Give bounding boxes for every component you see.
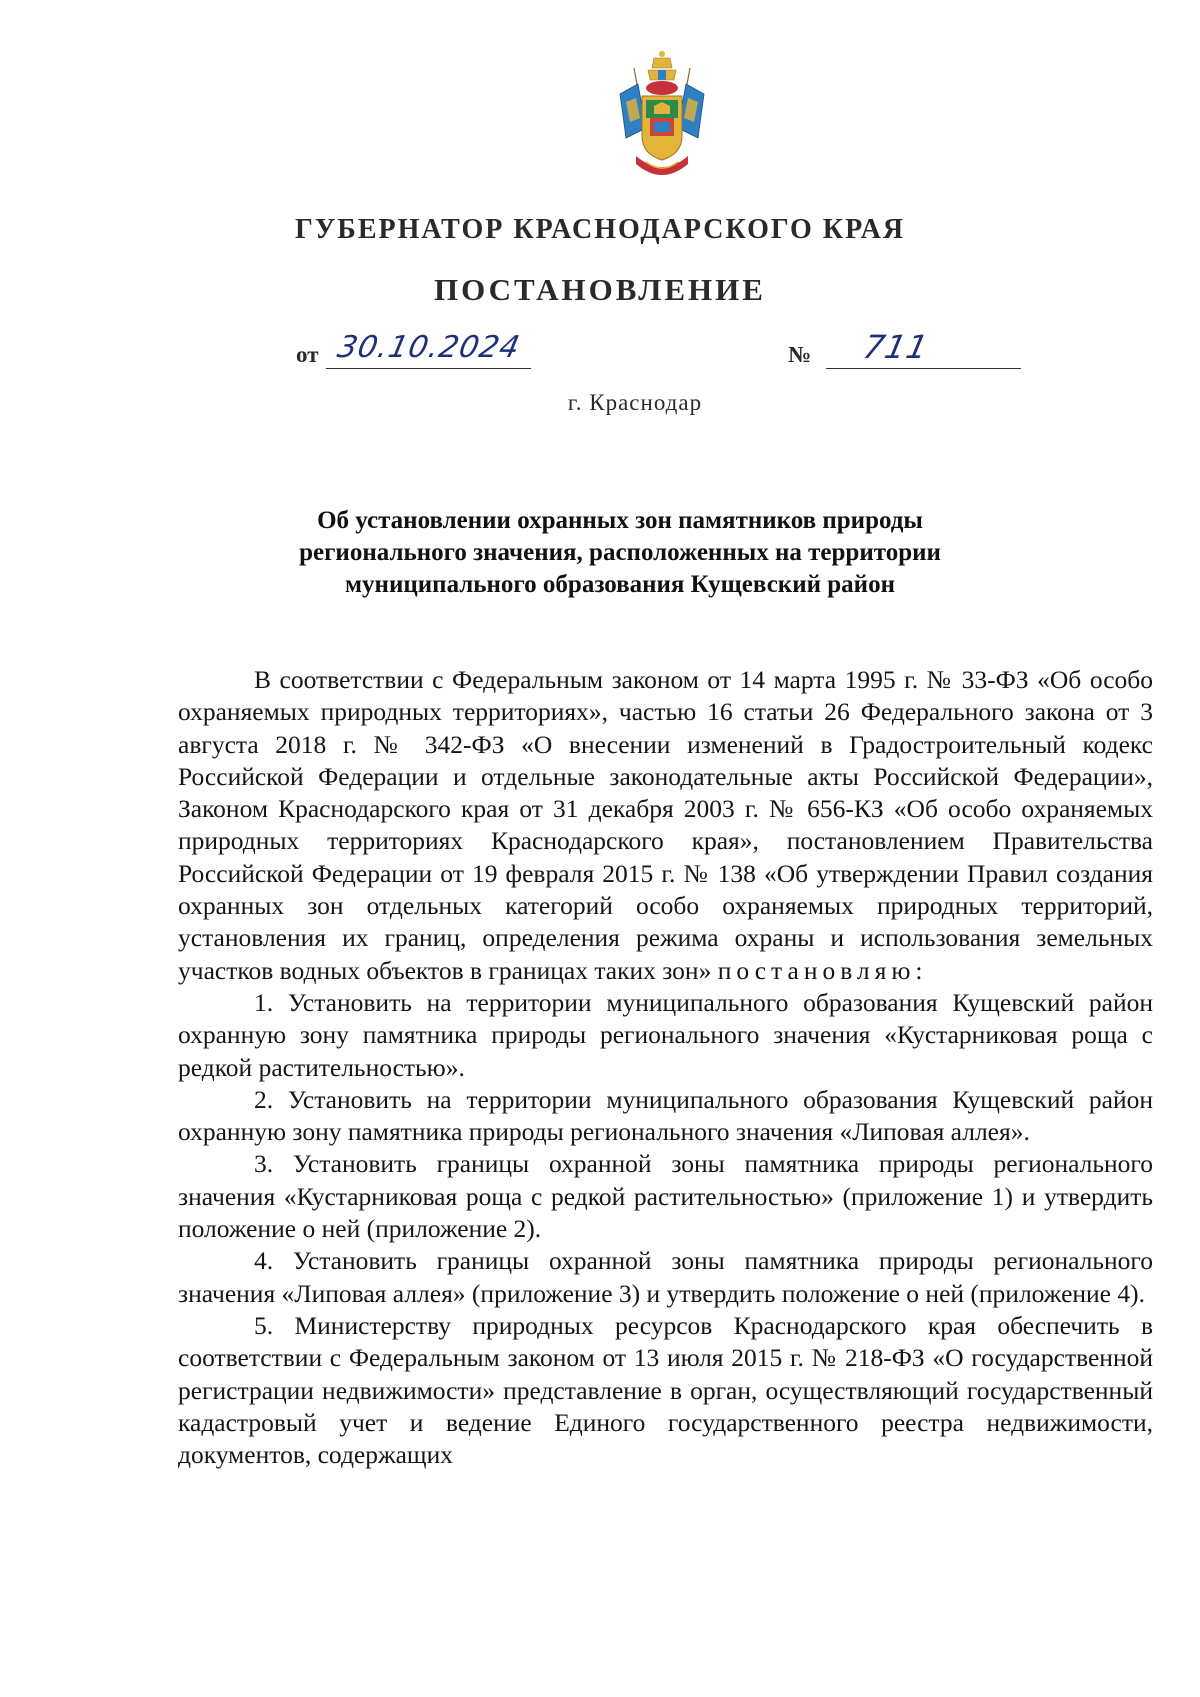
coat-of-arms-icon	[614, 46, 710, 186]
clause-paragraph: 4. Установить границы охранной зоны памятника природы регионального значения «Липовая аллея» (приложение 3) и утвердить положение о ней (приложение 4).	[178, 1246, 1153, 1308]
document-title	[200, 505, 1040, 601]
document-body	[178, 664, 1153, 1471]
crown-icon	[648, 51, 676, 80]
title-line: регионального значения, расположенных на территории	[299, 539, 941, 566]
title-line: муниципального образования Кущевский район	[345, 571, 895, 598]
decree-word: постановляю:	[717, 955, 928, 985]
number-underline	[826, 368, 1021, 369]
clause-paragraph: 1. Установить на территории муниципального образования Кущевский район охранную зону памятника природы регионального значения «Кустарниковая роща с редкой растительностью».	[178, 987, 1153, 1082]
city-name: г. Краснодар	[567, 390, 703, 415]
clause-paragraph: 2. Установить на территории муниципального образования Кущевский район охранную зону памятника природы регионального значения «Липовая аллея».	[178, 1084, 1153, 1147]
date-value: 30.10.2024	[334, 330, 524, 365]
clause-paragraph: 3. Установить границы охранной зоны памятника природы регионального значения «Кустарниковая роща с редкой растительностью» (приложение 1) и утвердить положение о ней (приложение 2).	[178, 1149, 1153, 1244]
number-value: 711	[859, 328, 933, 366]
date-underline	[326, 368, 531, 369]
title-line: Об установлении охранных зон памятников природы	[317, 507, 923, 534]
document-type: ПОСТАНОВЛЕНИЕ	[434, 272, 766, 307]
date-label: от	[296, 342, 319, 367]
issuing-authority: ГУБЕРНАТОР КРАСНОДАРСКОГО КРАЯ	[294, 214, 906, 245]
preamble-paragraph	[178, 664, 1153, 987]
clause-paragraph: 5. Министерству природных ресурсов Краснодарского края обеспечить в соответствии с Федеральным законом от 13 июля 2015 г. № 218-ФЗ «О государственной регистрации недвижимости» представление в орган, осуществляющий государственный кадастровый учет и ведение Единого государственного реестра недвижимости, документов, содержащих	[178, 1310, 1153, 1470]
shield-icon	[642, 96, 682, 160]
preamble-text: В соответствии с Федеральным законом от 14 марта 1995 г. № 33-ФЗ «Об особо охраняемых природных территориях», частью 16 статьи 26 Федерального закона от 3 августа 2018 г. № 342-ФЗ «О внесении изменений в Градостроительный кодекс Российской Федерации и отдельные законодательные акты Российской Федерации», Законом Краснодарского края от 31 декабря 2003 г. № 656-КЗ «Об особо охраняемых природных территориях Краснодарского края», постановлением Правительства Российской Федерации от 19 февраля 2015 г. № 138 «Об утверждении Правил создания охранных зон отдельных категорий особо охраняемых природных территорий, установления их границ, определения режима охраны и использования земельных участков водных объектов в границах таких зон»	[178, 665, 1153, 985]
number-label: №	[788, 342, 812, 367]
date-number-line	[296, 330, 1036, 374]
